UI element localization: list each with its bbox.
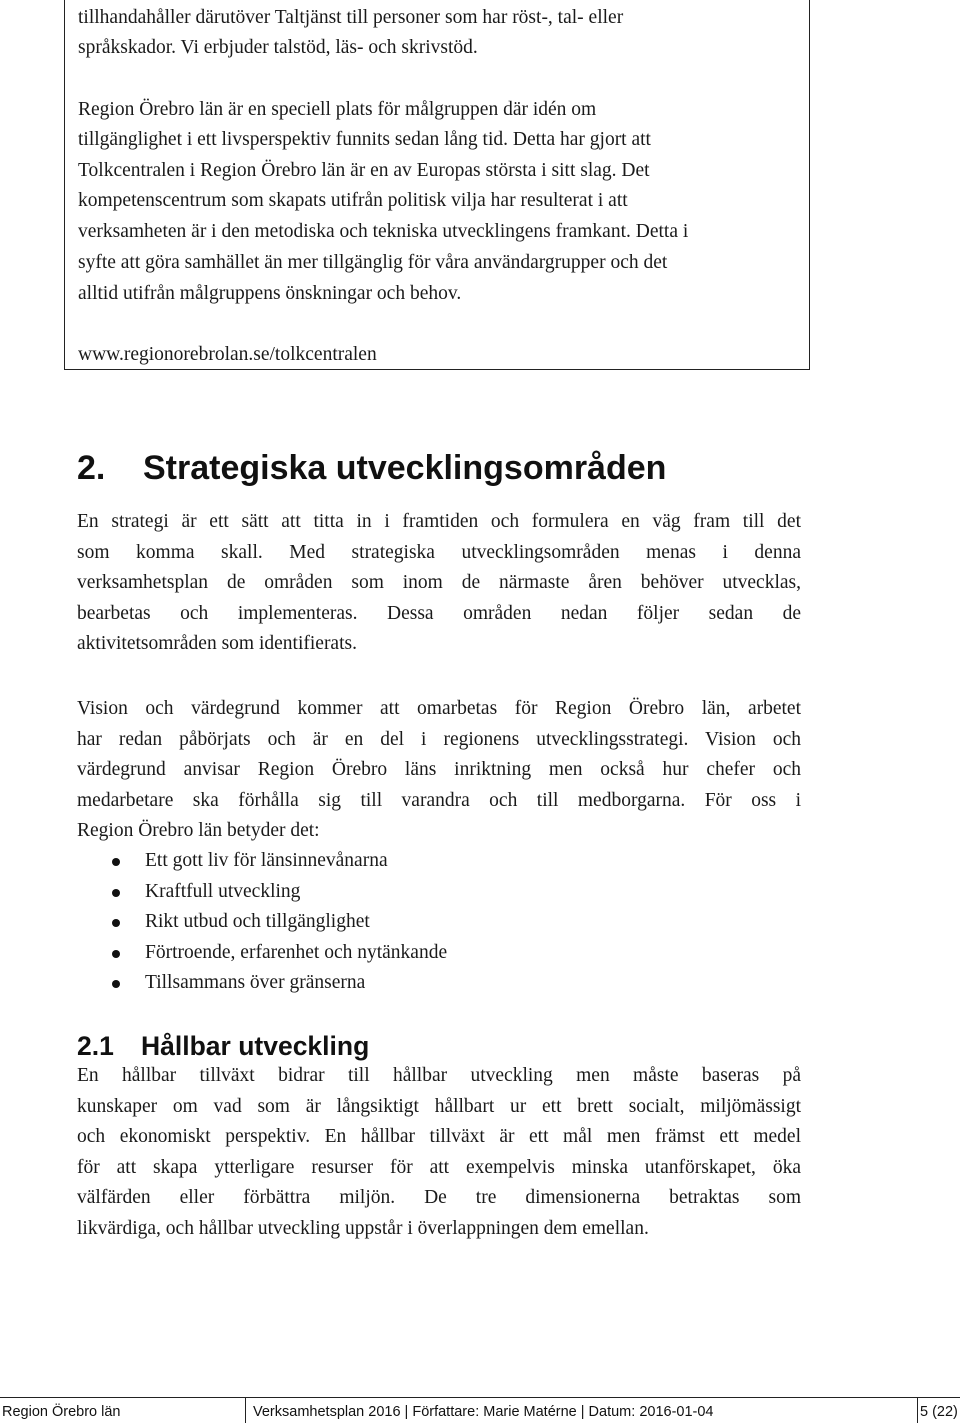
paragraph-line: En hållbar tillväxt bidrar till hållbar utveckling men måste baseras på xyxy=(77,1065,801,1086)
footer-doc-info: Verksamhetsplan 2016 | Författare: Marie Matérne | Datum: 2016-01-04 xyxy=(253,1404,714,1420)
footer-page-number: 5 (22) xyxy=(920,1404,958,1420)
section-number: 2. xyxy=(77,449,106,487)
paragraph-line: Vision och värdegrund kommer att omarbetas för Region Örebro län, arbetet xyxy=(77,698,801,719)
list-item-text: Ett gott liv för länsinnevånarna xyxy=(145,850,388,871)
paragraph-line: En strategi är ett sätt att titta in i framtiden och formulera en väg fram till det xyxy=(77,511,801,532)
paragraph-line: och ekonomiskt perspektiv. En hållbar tillväxt är ett mål men främst ett medel xyxy=(77,1126,801,1147)
section-2-1-paragraph xyxy=(77,1061,801,1244)
list-item-text: Tillsammans över gränserna xyxy=(145,972,366,993)
bullet-icon xyxy=(112,950,120,958)
info-box-line: tillhandahåller därutöver Taltjänst till personer som har röst-, tal- eller xyxy=(78,7,624,28)
section-title: Hållbar utveckling xyxy=(141,1031,370,1061)
section-2-heading xyxy=(77,446,666,490)
paragraph-line: verksamhetsplan de områden som inom de närmaste åren behöver utvecklas, xyxy=(77,572,801,593)
page-footer xyxy=(0,1397,960,1422)
info-box-line: syfte att göra samhället än mer tillgänglig för våra användargrupper och det xyxy=(78,252,668,273)
info-box-line: språkskador. Vi erbjuder talstöd, läs- och skrivstöd. xyxy=(78,37,478,58)
section-number: 2.1 xyxy=(77,1031,114,1061)
bullet-icon xyxy=(112,919,120,927)
paragraph-line: kunskaper om vad som är långsiktigt hållbart ur ett brett socialt, miljömässigt xyxy=(77,1095,801,1117)
info-box-line: tillgänglighet i ett livsperspektiv funnits sedan lång tid. Detta har gjort att xyxy=(78,129,651,150)
paragraph-line: välfärden eller förbättra miljön. De tre dimensionerna betraktas som xyxy=(77,1187,801,1208)
list-item xyxy=(77,968,447,999)
info-box-url[interactable]: www.regionorebrolan.se/tolkcentralen xyxy=(78,344,377,365)
info-box-line: verksamheten är i den metodiska och tekniska utvecklingens framkant. Detta i xyxy=(78,221,689,242)
paragraph-line: Region Örebro län betyder det: xyxy=(77,820,320,841)
paragraph-line: medarbetare ska förhålla sig till varandra och till medborgarna. För oss i xyxy=(77,789,801,811)
bullet-icon xyxy=(112,889,120,897)
list-item xyxy=(77,846,447,877)
footer-divider xyxy=(245,1398,246,1423)
info-box-line: Region Örebro län är en speciell plats för målgruppen där idén om xyxy=(78,99,597,120)
list-item xyxy=(77,877,447,908)
list-item-text: Förtroende, erfarenhet och nytänkande xyxy=(145,941,448,963)
paragraph-line: aktivitetsområden som identifierats. xyxy=(77,633,357,654)
paragraph-line: har redan påbörjats och är en del i regionens utvecklingsstrategi. Vision och xyxy=(77,728,801,750)
list-item xyxy=(77,907,447,938)
footer-divider xyxy=(917,1398,918,1423)
section-2-paragraph-1 xyxy=(77,507,801,660)
section-2-paragraph-2 xyxy=(77,694,801,847)
info-box-line: Tolkcentralen i Region Örebro län är en av Europas största i sitt slag. Det xyxy=(78,160,650,181)
values-bullet-list xyxy=(77,846,447,999)
paragraph-line: bearbetas och implementeras. Dessa områden nedan följer sedan de xyxy=(77,602,801,624)
paragraph-line: för att skapa ytterligare resurser för att exempelvis minska utanförskapet, öka xyxy=(77,1156,801,1178)
list-item-text: Rikt utbud och tillgänglighet xyxy=(145,911,370,932)
bullet-icon xyxy=(112,980,120,988)
paragraph-line: likvärdiga, och hållbar utveckling uppstår i överlappningen dem emellan. xyxy=(77,1217,649,1239)
paragraph-line: som komma skall. Med strategiska utvecklingsområden menas i denna xyxy=(77,541,801,563)
list-item-text: Kraftfull utveckling xyxy=(145,880,301,902)
info-box-line: alltid utifrån målgruppens önskningar och behov. xyxy=(78,283,462,304)
bullet-icon xyxy=(112,858,120,866)
footer-org: Region Örebro län xyxy=(2,1404,121,1420)
info-box-line: kompetenscentrum som skapats utifrån politisk vilja har resulterat i att xyxy=(78,190,628,211)
section-2-1-heading xyxy=(77,1027,369,1065)
section-title: Strategiska utvecklingsområden xyxy=(143,449,667,487)
paragraph-line: värdegrund anvisar Region Örebro läns inriktning men också hur chefer och xyxy=(77,759,801,780)
list-item xyxy=(77,938,447,969)
